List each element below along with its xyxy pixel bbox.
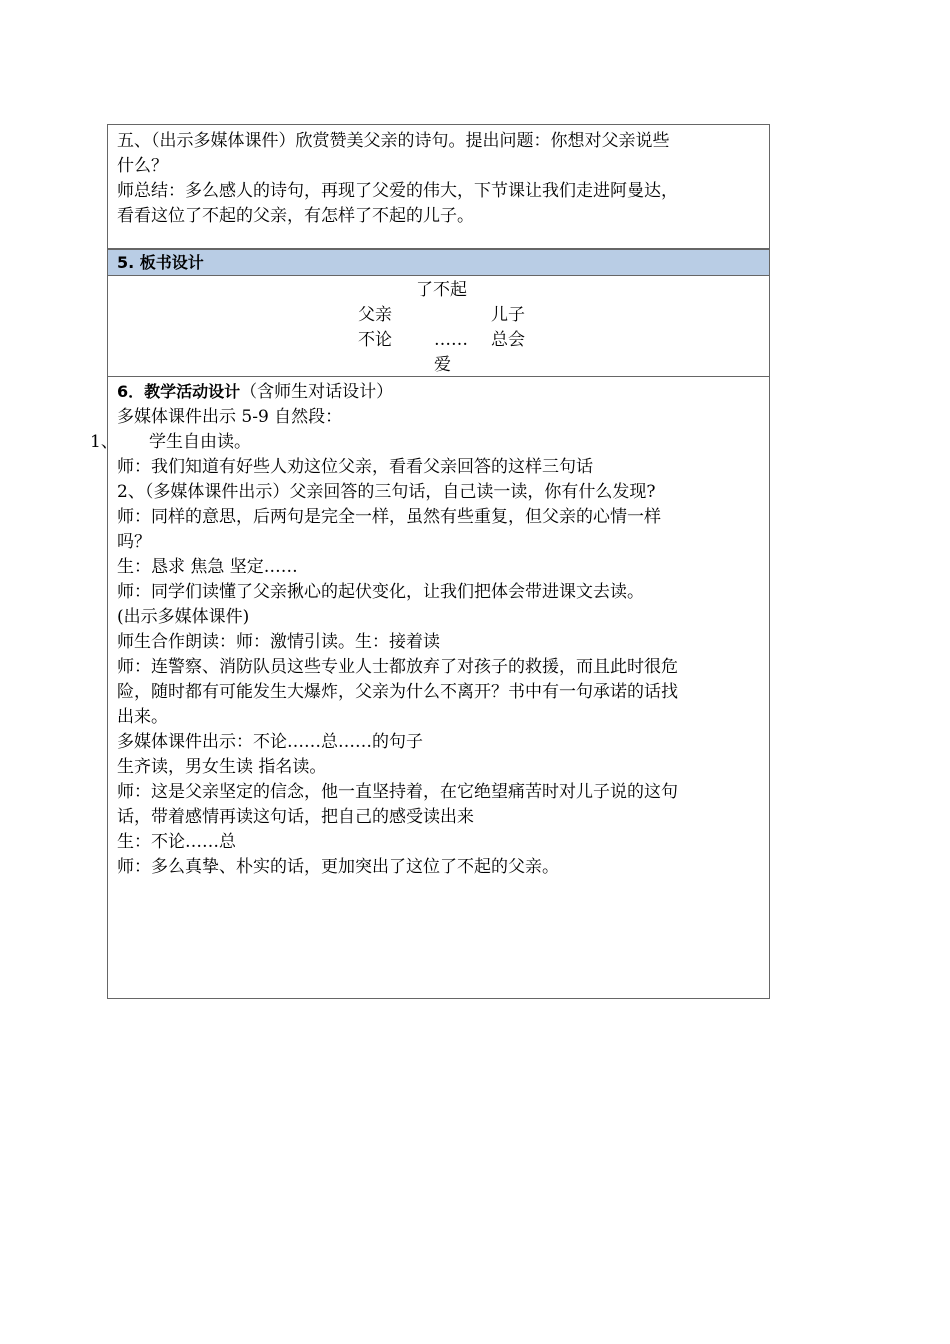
- section6-heading: [117, 379, 760, 405]
- section6-line: 吗？: [117, 532, 151, 552]
- section6-line: 出来。: [117, 707, 168, 727]
- teaching-activity-cell: [107, 376, 770, 999]
- section6-line: 师：我们知道有好些人劝这位父亲，看看父亲回答的这样三句话: [117, 457, 593, 477]
- section6-line: 师：这是父亲坚定的信念，他一直坚持着，在它绝望痛苦时对儿子说的这句: [117, 782, 678, 802]
- section6-line: 生：不论……总: [117, 832, 236, 852]
- section6-line: 师：同学们读懂了父亲揪心的起伏变化，让我们把体会带进课文去读。: [117, 582, 644, 602]
- section6-line: 师生合作朗读：师：激情引读。生：接着读: [117, 632, 440, 652]
- section6-heading-bold: 6．教学活动设计: [117, 382, 241, 401]
- board-bottom: 爱: [434, 355, 451, 375]
- board-left2: 不论: [358, 330, 392, 350]
- section6-line: 学生自由读。: [149, 432, 251, 452]
- section5-line1: 五、（出示多媒体课件）欣赏赞美父亲的诗句。提出问题：你想对父亲说些: [117, 131, 670, 151]
- section6-line: 师：多么真挚、朴实的话，更加突出了这位了不起的父亲。: [117, 857, 559, 877]
- board-design-heading: 5. 板书设计: [107, 249, 770, 276]
- list-number: 1、: [90, 432, 118, 452]
- section6-line: 生齐读，男女生读 指名读。: [117, 757, 327, 777]
- board-design-cell: [107, 275, 770, 377]
- section6-line: 话，带着感情再读这句话，把自己的感受读出来: [117, 807, 474, 827]
- board-left1: 父亲: [358, 305, 392, 325]
- section6-line: 师：同样的意思，后两句是完全一样，虽然有些重复，但父亲的心情一样: [117, 507, 661, 527]
- board-middle2: ……: [434, 330, 468, 350]
- section6-line: 多媒体课件出示：不论……总……的句子: [117, 732, 423, 752]
- section5-line4: 看看这位了不起的父亲，有怎样了不起的儿子。: [117, 206, 474, 226]
- section6-line: 险，随时都有可能发生大爆炸，父亲为什么不离开？书中有一句承诺的话找: [117, 682, 678, 702]
- section-five-cell: [107, 124, 770, 249]
- board-top: 了不起: [416, 280, 467, 300]
- section6-line: (出示多媒体课件): [117, 607, 250, 627]
- section5-line3: 师总结：多么感人的诗句，再现了父爱的伟大，下节课让我们走进阿曼达，: [117, 181, 678, 201]
- board-right1: 儿子: [491, 305, 525, 325]
- section6-heading-normal: （含师生对话设计）: [240, 382, 394, 402]
- board-right2: 总会: [491, 330, 525, 350]
- section6-line: 2、（多媒体课件出示）父亲回答的三句话，自己读一读，你有什么发现?: [117, 482, 656, 502]
- section6-line: 多媒体课件出示 5-9 自然段：: [117, 407, 343, 427]
- section5-line2: 什么？: [117, 156, 168, 176]
- section6-line: 师：连警察、消防队员这些专业人士都放弃了对孩子的救援，而且此时很危: [117, 657, 678, 677]
- section6-line: 生：恳求 焦急 坚定……: [117, 557, 298, 577]
